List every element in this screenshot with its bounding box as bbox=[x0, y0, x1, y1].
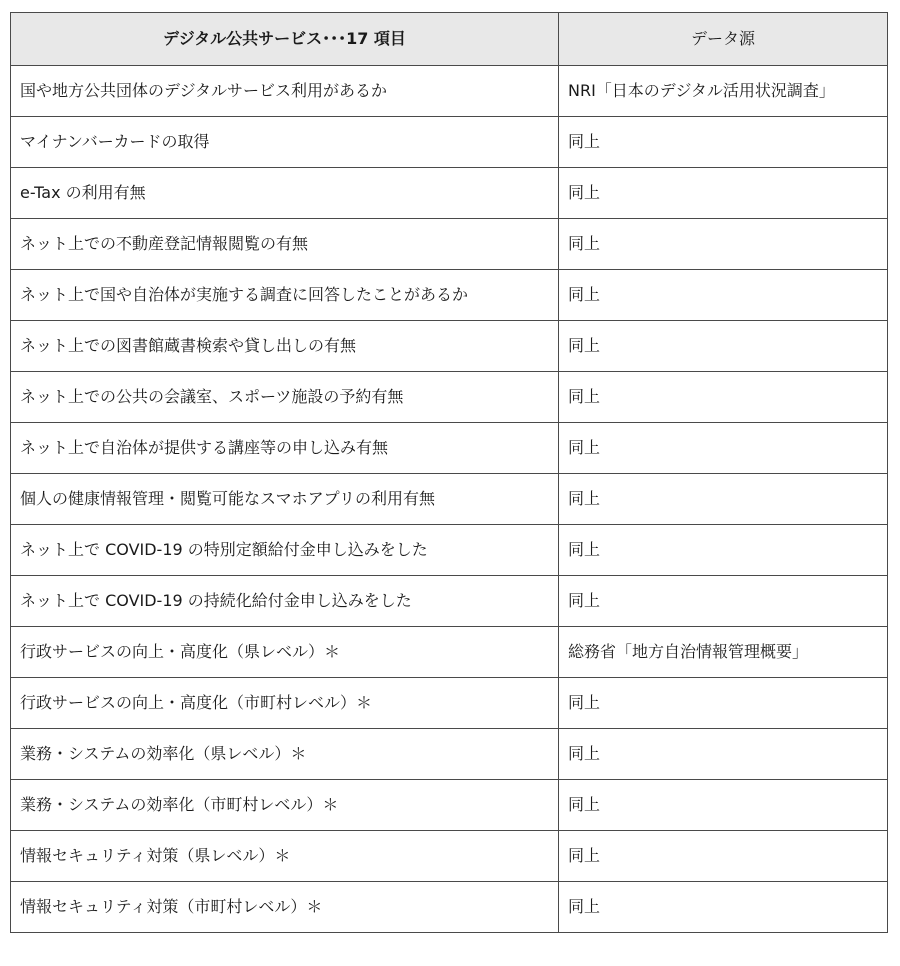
table-row bbox=[11, 576, 888, 627]
item-cell: 業務・システムの効率化（県レベル）＊ bbox=[11, 729, 559, 780]
table-row bbox=[11, 678, 888, 729]
source-cell: 同上 bbox=[559, 729, 888, 780]
item-cell: マイナンバーカードの取得 bbox=[11, 117, 559, 168]
source-cell: 同上 bbox=[559, 882, 888, 933]
table-header bbox=[11, 13, 888, 66]
source-cell: 同上 bbox=[559, 780, 888, 831]
table-row bbox=[11, 780, 888, 831]
table-row bbox=[11, 66, 888, 117]
table-row bbox=[11, 474, 888, 525]
source-cell: NRI「日本のデジタル活用状況調査」 bbox=[559, 66, 888, 117]
table-row bbox=[11, 525, 888, 576]
table-row bbox=[11, 117, 888, 168]
source-cell: 同上 bbox=[559, 525, 888, 576]
table-row bbox=[11, 168, 888, 219]
source-cell: 同上 bbox=[559, 678, 888, 729]
source-cell: 同上 bbox=[559, 321, 888, 372]
table-row bbox=[11, 627, 888, 678]
source-cell: 同上 bbox=[559, 219, 888, 270]
table-row bbox=[11, 423, 888, 474]
source-cell: 同上 bbox=[559, 576, 888, 627]
source-cell: 同上 bbox=[559, 372, 888, 423]
item-cell: 行政サービスの向上・高度化（県レベル）＊ bbox=[11, 627, 559, 678]
source-cell: 同上 bbox=[559, 117, 888, 168]
item-cell: 情報セキュリティ対策（県レベル）＊ bbox=[11, 831, 559, 882]
table-row bbox=[11, 882, 888, 933]
item-cell: 国や地方公共団体のデジタルサービス利用があるか bbox=[11, 66, 559, 117]
source-cell: 同上 bbox=[559, 423, 888, 474]
header-row bbox=[11, 13, 888, 66]
item-cell: ネット上で自治体が提供する講座等の申し込み有無 bbox=[11, 423, 559, 474]
item-cell: ネット上での図書館蔵書検索や貸し出しの有無 bbox=[11, 321, 559, 372]
table-row bbox=[11, 372, 888, 423]
item-cell: ネット上で COVID-19 の特別定額給付金申し込みをした bbox=[11, 525, 559, 576]
source-cell: 総務省「地方自治情報管理概要」 bbox=[559, 627, 888, 678]
header-item: デジタル公共サービス･･･17 項目 bbox=[11, 13, 559, 66]
table-row bbox=[11, 219, 888, 270]
table-body bbox=[11, 66, 888, 933]
item-cell: ネット上での不動産登記情報閲覧の有無 bbox=[11, 219, 559, 270]
item-cell: ネット上で COVID-19 の持続化給付金申し込みをした bbox=[11, 576, 559, 627]
item-cell: 情報セキュリティ対策（市町村レベル）＊ bbox=[11, 882, 559, 933]
source-cell: 同上 bbox=[559, 831, 888, 882]
item-cell: 個人の健康情報管理・閲覧可能なスマホアプリの利用有無 bbox=[11, 474, 559, 525]
header-source: データ源 bbox=[559, 13, 888, 66]
item-cell: e-Tax の利用有無 bbox=[11, 168, 559, 219]
item-cell: 業務・システムの効率化（市町村レベル）＊ bbox=[11, 780, 559, 831]
item-cell: 行政サービスの向上・高度化（市町村レベル）＊ bbox=[11, 678, 559, 729]
table-row bbox=[11, 270, 888, 321]
source-cell: 同上 bbox=[559, 168, 888, 219]
item-cell: ネット上で国や自治体が実施する調査に回答したことがあるか bbox=[11, 270, 559, 321]
source-cell: 同上 bbox=[559, 270, 888, 321]
table-row bbox=[11, 321, 888, 372]
table-row bbox=[11, 831, 888, 882]
item-cell: ネット上での公共の会議室、スポーツ施設の予約有無 bbox=[11, 372, 559, 423]
digital-public-services-table bbox=[10, 12, 888, 933]
source-cell: 同上 bbox=[559, 474, 888, 525]
table-row bbox=[11, 729, 888, 780]
